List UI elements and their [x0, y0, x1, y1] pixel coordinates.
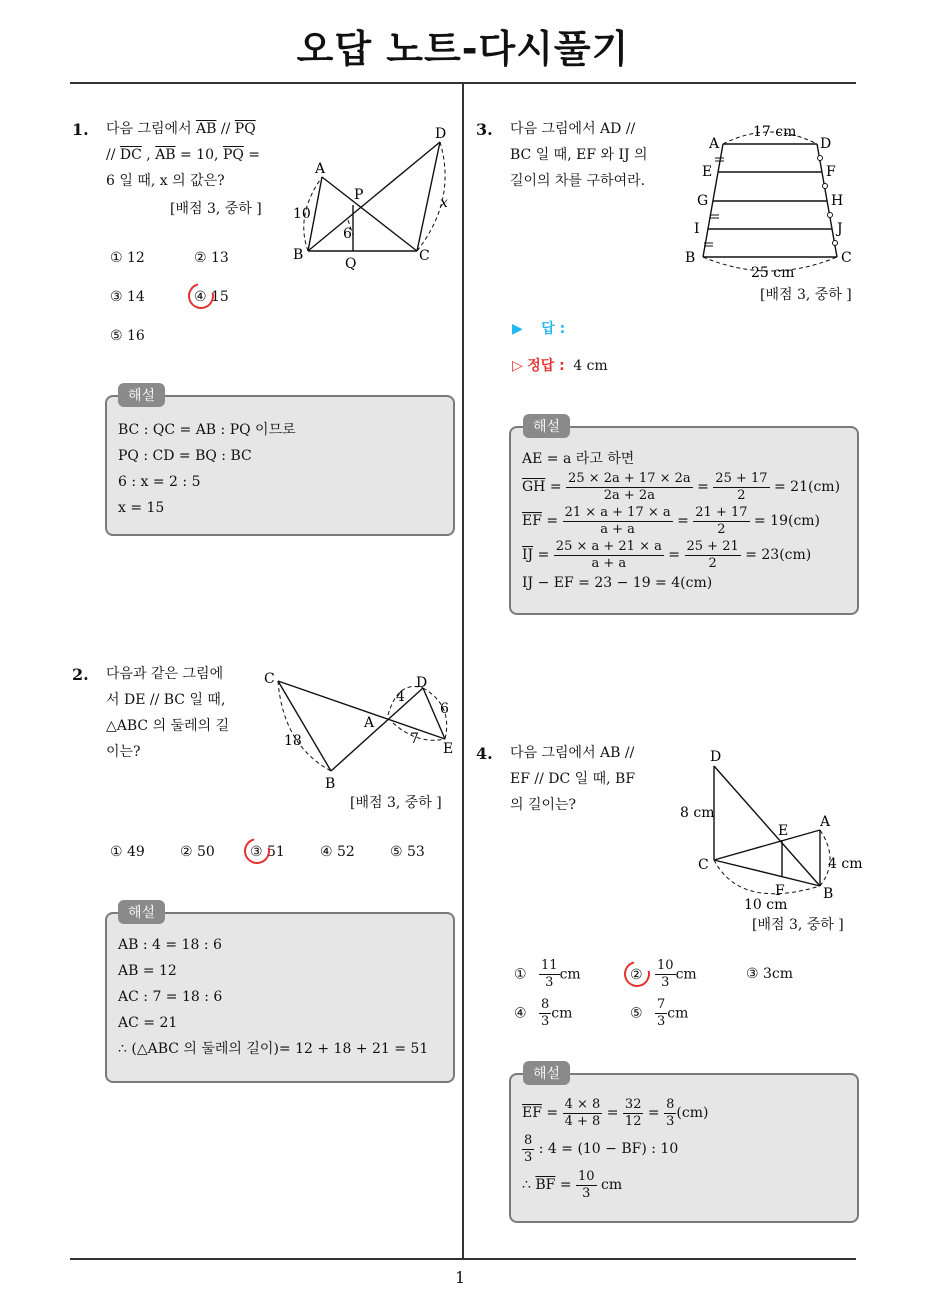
q3-sol-line: AE = a 라고 하면 [522, 451, 635, 467]
q2-label-a: A [364, 715, 375, 731]
q1-label-c: C [419, 248, 430, 264]
q2-choice-1[interactable]: ① 49 [110, 844, 145, 860]
q1-label-d: D [435, 126, 447, 142]
q3-label-25cm: 25 cm [751, 265, 795, 280]
q4-label-e: E [778, 823, 789, 839]
q3-number: 3. [476, 120, 493, 139]
q4-label-c: C [698, 857, 709, 873]
q4-meta: [배점 3, 중하 ] [752, 917, 844, 933]
q4-solution-tag: 해설 [523, 1061, 570, 1085]
q2-selected-mark: ③ [250, 844, 263, 860]
q1-label-a: A [315, 161, 326, 177]
q3-label-i: I [694, 221, 700, 237]
q1-label-6: 6 [343, 226, 352, 242]
q2-choice-3[interactable]: ③ 51 [250, 844, 285, 860]
q1-label-q: Q [345, 256, 357, 272]
q4-label-d: D [710, 749, 722, 765]
q3-text: 다음 그림에서 AD // BC 일 때, EF 와 IJ 의 길이의 차를 구하여라. [510, 121, 648, 189]
q2-sol-line: AC : 7 = 18 : 6 [118, 989, 223, 1005]
q1-sol-line: PQ : CD = BQ : BC [118, 448, 252, 464]
q1-label-b: B [293, 247, 304, 263]
q1-choice-3[interactable]: ③ 14 [110, 289, 145, 305]
page-title: 오답 노트-다시풀기 [296, 27, 630, 71]
q2-sol-line: ∴ (△ABC 의 둘레의 길이)= 12 + 18 + 21 = 51 [118, 1041, 429, 1057]
bottom-rule [70, 1258, 856, 1260]
q4-number: 4. [476, 744, 493, 763]
q2-figure [258, 665, 463, 795]
q3-label-f: F [826, 164, 836, 180]
q3-sol-ij: $\overline{IJ}$ = $\frac{25 \times a + 21 \times a}{a + a}$ = $\frac{25 + 21}{2}$ = 23(cm) [522, 538, 812, 571]
page-number: 1 [455, 1268, 466, 1287]
q1-sol-line: x = 15 [118, 500, 165, 516]
q2-label-4: 4 [396, 689, 405, 705]
q4-label-10cm: 10 cm [744, 897, 788, 913]
q3-label-b: B [685, 250, 696, 266]
q1-label-10: 10 [293, 206, 311, 222]
q4-figure [680, 745, 865, 915]
correct-arrow-icon: ▷ [512, 358, 523, 374]
q1-text: 다음 그림에서 $\overline{AB} // \overline{PQ}$ // $\overline{DC}$ , $\overline{AB} = 10$, $\overline{PQ}$ = 6 일 때, x 의 값은? [106, 121, 261, 189]
q1-solution-box [105, 395, 455, 536]
q4-choice-3[interactable]: ③ 3cm [746, 966, 794, 982]
q1-label-x: x [440, 195, 448, 211]
q4-text: 다음 그림에서 AB // EF // DC 일 때, BF 의 길이는? [510, 745, 636, 813]
q3-sol-ef: $\overline{EF}$ = $\frac{21 \times a + 17 \times a}{a + a}$ = $\frac{21 + 17}{2}$ = 19(cm) [522, 504, 821, 537]
q4-choice-5[interactable]: ⑤ $\frac{7}{3}$ cm [630, 997, 689, 1029]
answer-arrow-icon: ▶ [512, 321, 523, 337]
q1-choice-5[interactable]: ⑤ 16 [110, 328, 145, 344]
q4-label-b: B [823, 886, 834, 902]
q3-correct-row [512, 355, 608, 375]
q2-solution-box [105, 912, 455, 1083]
q3-sol-line: IJ − EF = 23 − 19 = 4(cm) [522, 575, 713, 591]
q4-label-4cm: 4 cm [828, 856, 863, 872]
q1-solution-tag: 해설 [118, 383, 165, 407]
q2-label-b: B [325, 776, 336, 792]
q4-choice-1[interactable]: ① $\frac{11}{3}$ cm [514, 958, 581, 990]
q1-choice-1[interactable]: ① 12 [110, 250, 145, 266]
q2-choice-2[interactable]: ② 50 [180, 844, 215, 860]
q2-label-18: 18 [284, 733, 302, 749]
q3-answer-row [512, 318, 565, 338]
q4-label-8cm: 8 cm [680, 805, 715, 821]
q1-selected-mark: ④ [194, 289, 207, 305]
q2-solution-tag: 해설 [118, 900, 165, 924]
q3-figure [680, 120, 860, 280]
q2-text: 다음과 같은 그림에 서 DE // BC 일 때, △ABC 의 둘레의 길 이는? [106, 666, 230, 760]
q3-label-c: C [841, 250, 852, 266]
q3-sol-gh: $\overline{GH}$ = $\frac{25 \times 2a + 17 \times 2a}{2a + 2a}$ = $\frac{25 + 17}{2}$ = 21(cm) [522, 470, 841, 503]
q3-label-a: A [709, 136, 720, 152]
q3-label-j: J [837, 221, 843, 237]
q4-sol-line3: ∴ $\overline{BF}$ = $\frac{10}{3}$ cm [522, 1168, 623, 1201]
q1-number: 1. [72, 120, 89, 139]
q2-label-7: 7 [410, 731, 419, 747]
q2-meta: [배점 3, 중하 ] [350, 795, 442, 811]
q1-sol-line: 6 : x = 2 : 5 [118, 474, 201, 490]
q3-label-17cm: 17 cm [753, 124, 797, 140]
q4-label-f: F [775, 883, 785, 899]
q2-label-6: 6 [440, 701, 449, 717]
q1-label-p: P [354, 187, 364, 203]
q3-meta: [배점 3, 중하 ] [760, 287, 852, 303]
q2-label-d: D [416, 675, 428, 691]
q1-choice-4[interactable]: ④ 15 [194, 289, 229, 305]
q4-selected-mark: ② [630, 966, 643, 983]
q3-correct-value: 4 cm [573, 358, 608, 374]
q4-sol-line2: $\frac{8}{3}$ : 4 = (10 − BF) : 10 [524, 1132, 679, 1165]
q3-label-h: H [831, 193, 844, 209]
q2-choice-5[interactable]: ⑤ 53 [390, 844, 425, 860]
q2-sol-line: AB = 12 [118, 963, 177, 979]
q2-sol-line: AC = 21 [118, 1015, 178, 1031]
q2-label-e: E [443, 741, 454, 757]
q4-sol-line1: $\overline{EF}$ = $\frac{4 \times 8}{4 + 8}$ = $\frac{32}{12}$ = $\frac{8}{3}$ (cm) [522, 1096, 709, 1129]
q2-label-c: C [264, 671, 275, 687]
q1-sol-line: BC : QC = AB : PQ 이므로 [118, 422, 296, 438]
q1-choice-2[interactable]: ② 13 [194, 250, 229, 266]
q3-correct-label: 정답 : [527, 358, 565, 374]
q2-sol-line: AB : 4 = 18 : 6 [118, 937, 222, 953]
q4-solution-box [509, 1073, 859, 1223]
q1-figure [285, 120, 465, 280]
q3-label-g: G [697, 193, 709, 209]
q3-solution-tag: 해설 [523, 414, 570, 438]
q3-answer-label: 답 : [541, 321, 566, 337]
q4-choice-4[interactable]: ④ $\frac{8}{3}$ cm [514, 997, 573, 1029]
q1-meta: [배점 3, 중하 ] [170, 201, 262, 217]
q3-label-d: D [820, 136, 832, 152]
q2-number: 2. [72, 665, 89, 684]
q3-label-e: E [702, 164, 713, 180]
q3-solution-box [509, 426, 859, 615]
q4-choice-2[interactable]: ② $\frac{10}{3}$ cm [630, 958, 697, 990]
q2-choice-4[interactable]: ④ 52 [320, 844, 355, 860]
q4-label-a: A [820, 814, 831, 830]
